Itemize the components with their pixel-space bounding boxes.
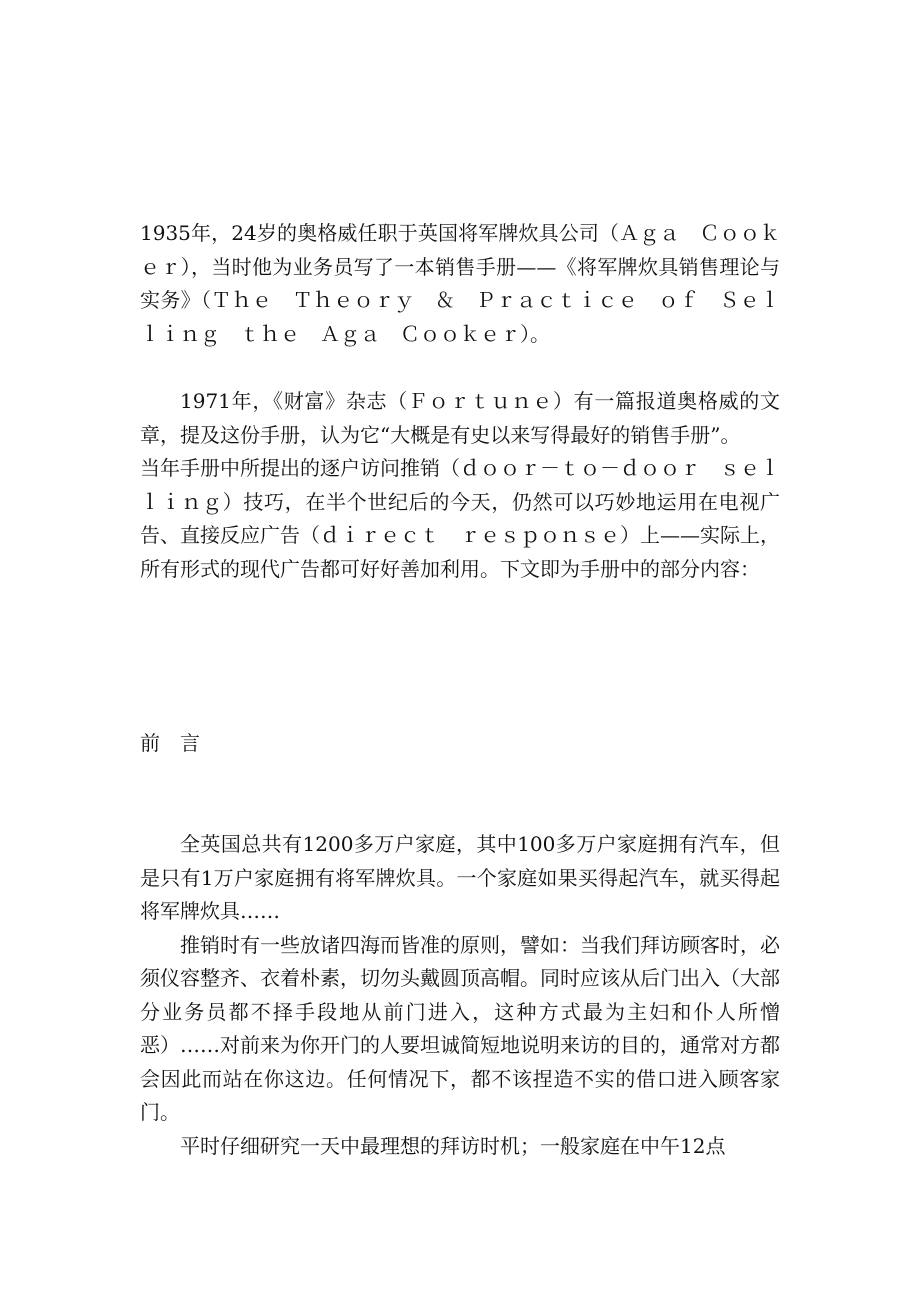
intro-section (140, 217, 780, 351)
fortune-section (140, 385, 780, 586)
body-paragraph-1: 全英国总共有1200多万户家庭，其中100多万户家庭拥有汽车，但是只有1万户家庭拥有将军牌炊具。一个家庭如果买得起汽车，就买得起将军牌炊具…… (140, 832, 780, 923)
body-section (140, 828, 780, 1163)
fortune-paragraph: 1971年，《财富》杂志（Ｆｏｒｔｕｎｅ）有一篇报道奥格威的文章，提及这份手册，认为它“大概是有史以来写得最好的销售手册”。 (140, 389, 780, 447)
selling-paragraph: 当年手册中所提出的逐户访问推销（ｄｏｏｒ－ｔｏ－ｄｏｏｒ ｓｅｌｌｉｎｇ）技巧，在半个世纪后的今天，仍然可以巧妙地运用在电视广告、直接反应广告（ｄｉｒｅｃｔ ｒｅｓｐｏｎｓｅ）上——实际上，所有形式的现代广告都可好好善加利用。下文即为手册中的部分内容： (140, 456, 780, 581)
body-paragraph-3: 平时仔细研究一天中最理想的拜访时机；一般家庭在中午12点 (180, 1133, 726, 1158)
body-paragraph-2: 推销时有一些放诸四海而皆准的原则，譬如：当我们拜访顾客时，必须仪容整齐、衣着朴素，切勿头戴圆顶高帽。同时应该从后门出入（大部分业务员都不择手段地从前门进入，这种方式最为主妇和仆人所憎恶）……对前来为你开门的人要坦诚简短地说明来访的目的，通常对方都会因此而站在你这边。任何情况下，都不该捏造不实的借口进入顾客家门。 (140, 932, 780, 1124)
intro-paragraph: 1935年，24岁的奥格威任职于英国将军牌炊具公司（Ａｇａ Ｃｏｏｋｅｒ），当时他为业务员写了一本销售手册——《将军牌炊具销售理论与实务》（Ｔｈｅ Ｔｈｅｏｒｙ ＆ Ｐｒａｃｔｉｃｅ ｏｆ Ｓｅｌｌｉｎｇ ｔｈｅ Ａｇａ Ｃｏｏｋｅｒ）。 (140, 221, 780, 346)
section-heading: 前言 (140, 731, 220, 755)
